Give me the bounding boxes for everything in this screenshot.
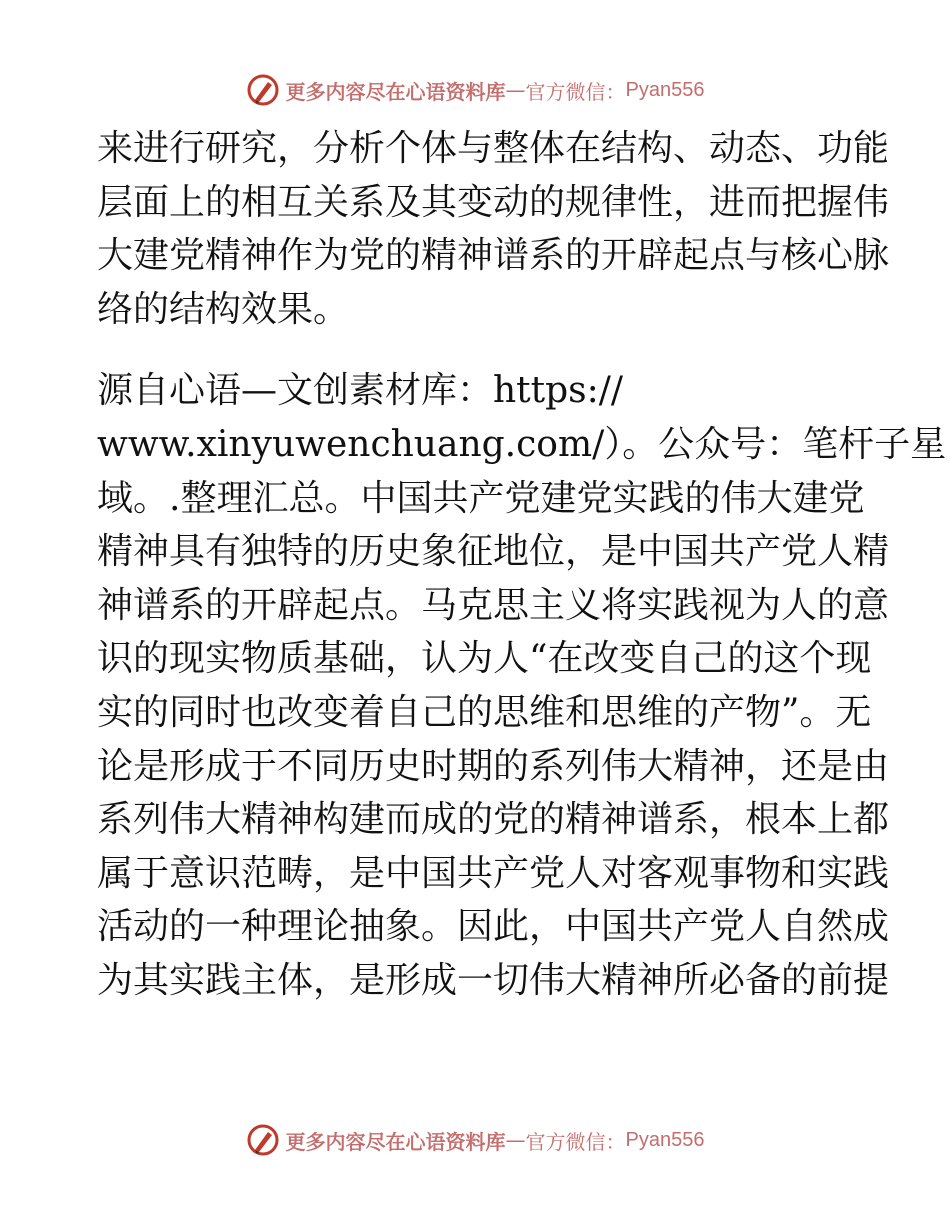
- banner-separator: —: [505, 1128, 526, 1152]
- text-line: www.xinyuwenchuang.com/）。公众号：笔杆子星: [97, 423, 947, 465]
- text-line: 为其实践主体，是形成一切伟大精神所必备的前提: [97, 959, 890, 1001]
- paragraph-2: [97, 364, 947, 1007]
- banner-separator: —: [505, 78, 526, 102]
- text-line: 实的同时也改变着自己的思维和思维的产物”。无: [97, 691, 872, 733]
- banner-official-text: 官方微信：: [525, 79, 626, 104]
- pen-logo-icon: [246, 73, 280, 107]
- text-line: 属于意识范畴，是中国共产党人对客观事物和实践: [97, 852, 890, 894]
- footer-banner: [0, 1120, 950, 1160]
- banner-site-text: 更多内容尽在心语资料库: [285, 79, 506, 104]
- document-body: [97, 122, 947, 1008]
- text-line: 来进行研究，分析个体与整体在结构、动态、功能: [97, 128, 890, 169]
- text-line: 识的现实物质基础，认为人“在改变自己的这个现: [97, 638, 872, 680]
- banner-wechat-id: Pyan556: [625, 78, 705, 101]
- text-line: 大建党精神作为党的精神谱系的开辟起点与核心脉: [97, 235, 890, 277]
- paragraph-1: [97, 122, 890, 336]
- text-line: 层面上的相互关系及其变动的规律性，进而把握伟: [97, 181, 890, 223]
- banner-wechat-id: Pyan556: [625, 1128, 705, 1151]
- text-line: 神谱系的开辟起点。马克思主义将实践视为人的意: [97, 584, 890, 626]
- banner-site-text: 更多内容尽在心语资料库: [285, 1129, 506, 1154]
- text-line: 论是形成于不同历史时期的系列伟大精神，还是由: [97, 745, 890, 787]
- banner-official-text: 官方微信：: [525, 1129, 626, 1154]
- text-line: 精神具有独特的历史象征地位，是中国共产党人精: [97, 531, 890, 573]
- text-line: 源自心语—文创素材库：https://: [97, 370, 624, 412]
- text-line: 活动的一种理论抽象。因此，中国共产党人自然成: [97, 906, 890, 948]
- text-line: 络的结构效果。: [97, 288, 350, 330]
- text-line: 域。.整理汇总。中国共产党建党实践的伟大建党: [97, 477, 865, 519]
- text-line: 系列伟大精神构建而成的党的精神谱系，根本上都: [97, 799, 890, 841]
- header-banner: [0, 70, 950, 110]
- paragraph-gap: [97, 336, 857, 364]
- pen-logo-icon: [246, 1123, 280, 1157]
